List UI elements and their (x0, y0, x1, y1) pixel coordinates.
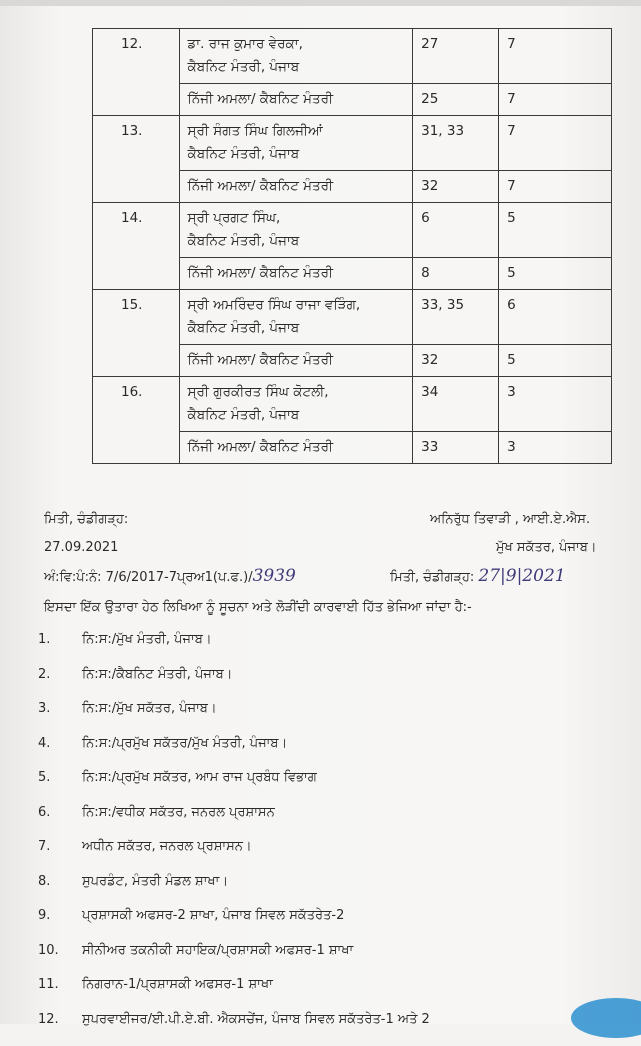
list-text: ਨਿ:ਸ:/ਪ੍ਰਮੁੱਖ ਸਕੱਤਰ/ਮੁੱਖ ਮੰਤਰੀ, ਪੰਜਾਬ। (82, 736, 287, 751)
table-row (93, 203, 612, 258)
list-number: 9. (38, 908, 82, 923)
list-text: ਨਿ:ਸ:/ਪ੍ਰਮੁੱਖ ਸਕੱਤਰ, ਆਮ ਰਾਜ ਪ੍ਰਬੰਧ ਵਿਭਾਗ (82, 770, 317, 785)
minister-designation: ਕੈਬਨਿਟ ਮੰਤਰੀ, ਪੰਜਾਬ (188, 143, 405, 166)
room-number: 27 (413, 29, 499, 84)
serial-number: 14. (93, 203, 180, 290)
staff-label: ਨਿੱਜੀ ਅਮਲਾ/ ਕੈਬਨਿਟ ਮੰਤਰੀ (179, 432, 413, 464)
serial-number: 16. (93, 377, 180, 464)
minister-name: ਡਾ. ਰਾਜ ਕੁਮਾਰ ਵੇਰਕਾ, (188, 33, 405, 56)
list-text: ਸੁਪਰਡੰਟ, ਮੰਤਰੀ ਮੰਡਲ ਸ਼ਾਖਾ। (82, 874, 228, 889)
minister-name: ਸ੍ਰੀ ਸੰਗਤ ਸਿੰਘ ਗਿਲਜੀਆਂ (188, 120, 405, 143)
list-number: 2. (38, 667, 82, 682)
staff-room-number: 32 (413, 171, 499, 203)
table-row (93, 377, 612, 432)
minister-name-cell (179, 377, 413, 432)
minister-designation: ਕੈਬਨਿਟ ਮੰਤਰੀ, ਪੰਜਾਬ (188, 404, 405, 427)
staff-floor-number: 3 (499, 432, 612, 464)
minister-name: ਸ੍ਰੀ ਪ੍ਰਗਟ ਸਿੰਘ, (188, 207, 405, 230)
endorsement-date: 27|9|2021 (478, 566, 565, 586)
list-number: 7. (38, 839, 82, 854)
list-item (38, 667, 430, 702)
list-number: 6. (38, 805, 82, 820)
list-text: ਨਿ:ਸ:/ਕੈਬਨਿਟ ਮੰਤਰੀ, ਪੰਜਾਬ। (82, 667, 232, 682)
endorsement-prefix: ਅੰ:ਵਿ:ਪੰ:ਨੰ: 7/6/2017-7ਪ੍ਰਅ1(ਪ.ਫ.)/ (44, 570, 253, 585)
staff-label: ਨਿੱਜੀ ਅਮਲਾ/ ਕੈਬਨਿਟ ਮੰਤਰੀ (179, 258, 413, 290)
signatory-name: ਅਨਿਰੁੱਧ ਤਿਵਾੜੀ , ਆਈ.ਏ.ਐਸ. (430, 512, 590, 527)
endorsement-date-block (390, 566, 566, 586)
list-number: 3. (38, 701, 82, 716)
room-number: 34 (413, 377, 499, 432)
minister-name-cell (179, 29, 413, 84)
signatory-title: ਮੁੱਖ ਸਕੱਤਰ, ਪੰਜਾਬ। (496, 540, 597, 555)
staff-floor-number: 7 (499, 84, 612, 116)
list-item (38, 874, 430, 909)
list-item (38, 977, 430, 1012)
room-number: 33, 35 (413, 290, 499, 345)
list-text: ਨਿ:ਸ:/ਵਧੀਕ ਸਕੱਤਰ, ਜਨਰਲ ਪ੍ਰਸ਼ਾਸਨ (82, 805, 275, 820)
list-number: 10. (38, 943, 82, 958)
list-item (38, 839, 430, 874)
copy-note: ਇਸਦਾ ਇੱਕ ਉਤਾਰਾ ਹੇਠ ਲਿਖਿਆ ਨੂੰ ਸੂਚਨਾ ਅਤੇ ਲੋੜੀਂਦੀ ਕਾਰਵਾਈ ਹਿੱਤ ਭੇਜਿਆ ਜਾਂਦਾ ਹੈ:- (44, 600, 472, 615)
list-item (38, 770, 430, 805)
minister-designation: ਕੈਬਨਿਟ ਮੰਤਰੀ, ਪੰਜਾਬ (188, 230, 405, 253)
minister-name-cell (179, 116, 413, 171)
room-number: 6 (413, 203, 499, 258)
minister-name-cell (179, 290, 413, 345)
staff-floor-number: 5 (499, 345, 612, 377)
table-row (93, 290, 612, 345)
floor-number: 7 (499, 29, 612, 84)
endorsement-line (44, 566, 296, 586)
list-number: 1. (38, 632, 82, 647)
staff-label: ਨਿੱਜੀ ਅਮਲਾ/ ਕੈਬਨਿਟ ਮੰਤਰੀ (179, 171, 413, 203)
serial-number: 12. (93, 29, 180, 116)
endorsement-number: 3939 (253, 566, 296, 586)
serial-number: 13. (93, 116, 180, 203)
list-item (38, 736, 430, 771)
list-text: ਨਿ:ਸ:/ਮੁੱਖ ਮੰਤਰੀ, ਪੰਜਾਬ। (82, 632, 212, 647)
minister-table (92, 28, 612, 464)
staff-label: ਨਿੱਜੀ ਅਮਲਾ/ ਕੈਬਨਿਟ ਮੰਤਰੀ (179, 345, 413, 377)
page-top-edge (0, 0, 641, 6)
staff-room-number: 33 (413, 432, 499, 464)
issue-date: 27.09.2021 (44, 540, 118, 555)
floor-number: 6 (499, 290, 612, 345)
place-label: ਮਿਤੀ, ਚੰਡੀਗੜ੍ਹ: (44, 512, 128, 527)
floor-number: 3 (499, 377, 612, 432)
list-number: 11. (38, 977, 82, 992)
room-number: 31, 33 (413, 116, 499, 171)
list-number: 4. (38, 736, 82, 751)
list-item (38, 701, 430, 736)
list-item (38, 908, 430, 943)
floor-number: 7 (499, 116, 612, 171)
staff-room-number: 32 (413, 345, 499, 377)
list-item (38, 805, 430, 840)
list-text: ਸੀਨੀਅਰ ਤਕਨੀਕੀ ਸਹਾਇਕ/ਪ੍ਰਸ਼ਾਸਕੀ ਅਫਸਰ-1 ਸ਼ਾਖਾ (82, 943, 353, 958)
minister-name-cell (179, 203, 413, 258)
list-text: ਅਧੀਨ ਸਕੱਤਰ, ਜਨਰਲ ਪ੍ਰਸ਼ਾਸਨ। (82, 839, 252, 854)
list-item (38, 632, 430, 667)
list-item (38, 943, 430, 978)
list-text: ਸੁਪਰਵਾਈਜਰ/ਈ.ਪੀ.ਏ.ਬੀ. ਐਕਸਚੇਂਜ, ਪੰਜਾਬ ਸਿਵਲ ਸਕੱਤਰੇਤ-1 ਅਤੇ 2 (82, 1012, 430, 1027)
table-row (93, 116, 612, 171)
list-text: ਨਿ:ਸ:/ਮੁੱਖ ਸਕੱਤਰ, ਪੰਜਾਬ। (82, 701, 217, 716)
staff-room-number: 25 (413, 84, 499, 116)
endorsement-date-label: ਮਿਤੀ, ਚੰਡੀਗੜ੍ਹ: (390, 570, 474, 585)
list-item (38, 1012, 430, 1046)
corner-blob (571, 998, 641, 1038)
list-text: ਨਿਗਰਾਨ-1/ਪ੍ਰਸ਼ਾਸਕੀ ਅਫਸਰ-1 ਸ਼ਾਖਾ (82, 977, 273, 992)
table-row (93, 29, 612, 84)
staff-floor-number: 5 (499, 258, 612, 290)
staff-room-number: 8 (413, 258, 499, 290)
copy-recipient-list (38, 632, 430, 1046)
serial-number: 15. (93, 290, 180, 377)
list-number: 5. (38, 770, 82, 785)
minister-name: ਸ੍ਰੀ ਗੁਰਕੀਰਤ ਸਿੰਘ ਕੋਟਲੀ, (188, 381, 405, 404)
staff-label: ਨਿੱਜੀ ਅਮਲਾ/ ਕੈਬਨਿਟ ਮੰਤਰੀ (179, 84, 413, 116)
list-number: 12. (38, 1012, 82, 1027)
list-text: ਪ੍ਰਸ਼ਾਸਕੀ ਅਫਸਰ-2 ਸ਼ਾਖਾ, ਪੰਜਾਬ ਸਿਵਲ ਸਕੱਤਰੇਤ-2 (82, 908, 344, 923)
staff-floor-number: 7 (499, 171, 612, 203)
minister-designation: ਕੈਬਨਿਟ ਮੰਤਰੀ, ਪੰਜਾਬ (188, 317, 405, 340)
minister-name: ਸ੍ਰੀ ਅਮਰਿੰਦਰ ਸਿੰਘ ਰਾਜਾ ਵੜਿੰਗ, (188, 294, 405, 317)
list-number: 8. (38, 874, 82, 889)
minister-designation: ਕੈਬਨਿਟ ਮੰਤਰੀ, ਪੰਜਾਬ (188, 56, 405, 79)
floor-number: 5 (499, 203, 612, 258)
